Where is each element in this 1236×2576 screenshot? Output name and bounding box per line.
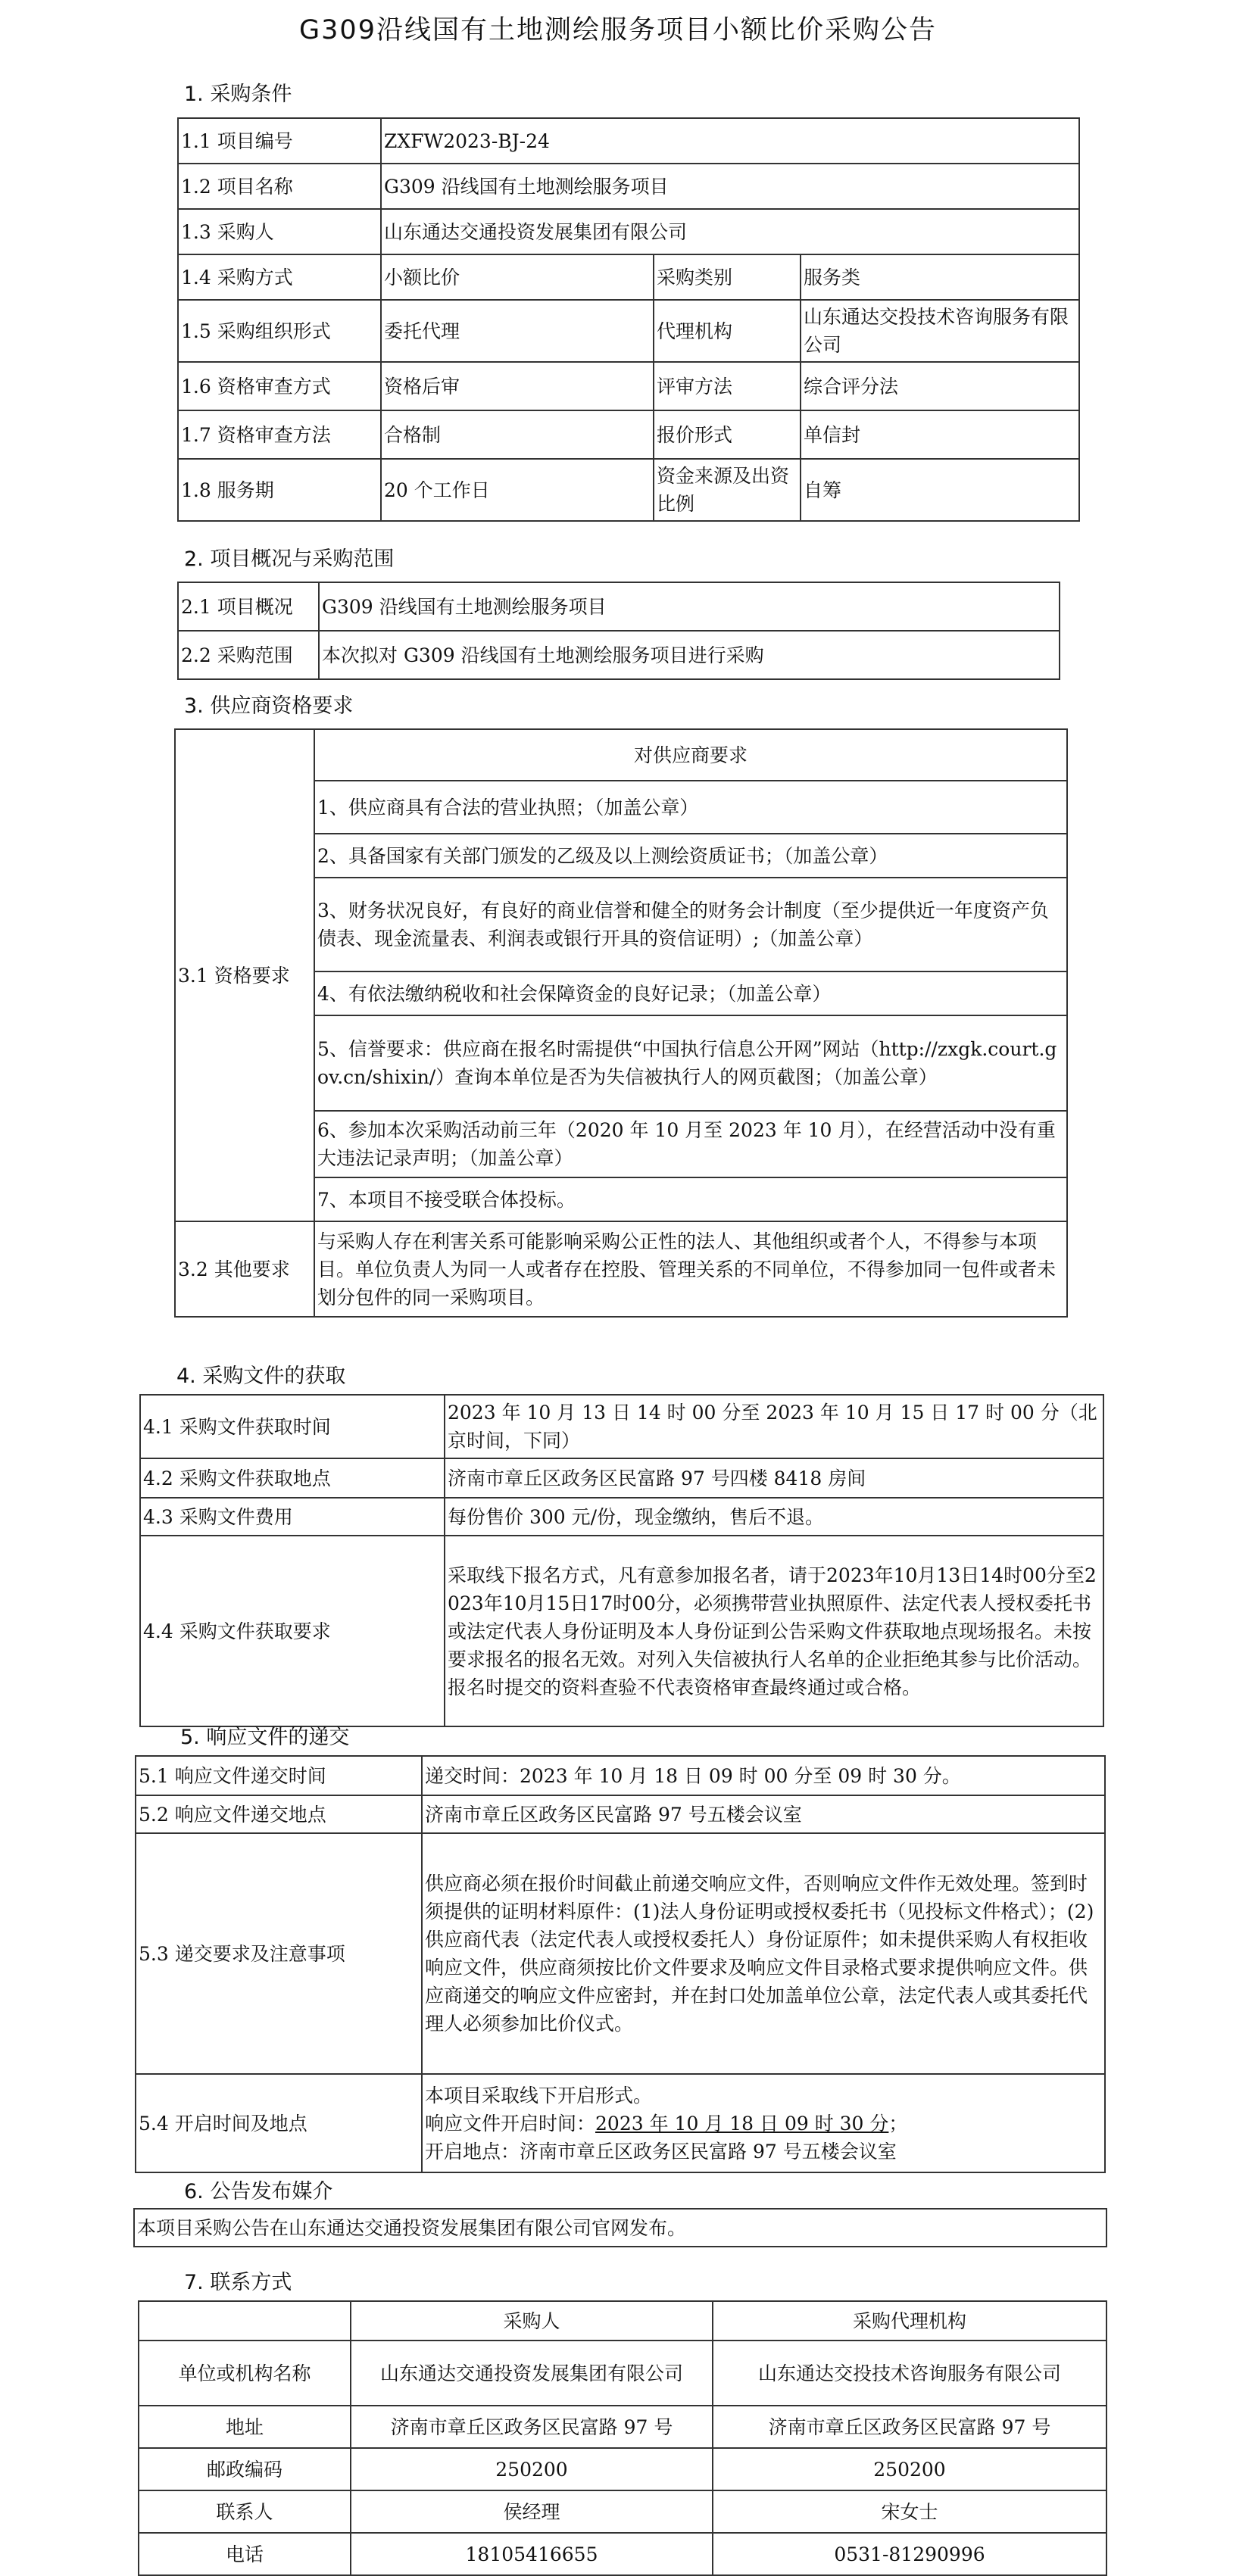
document-acquisition-table: [139, 1394, 1104, 1727]
requirement-item: 1、供应商具有合法的营业执照；（加盖公章）: [314, 781, 1067, 834]
row-label: 1.5 采购组织形式: [178, 300, 381, 362]
section-6-heading: 6. 公告发布媒介: [184, 2180, 333, 2203]
publication-media: 本项目采购公告在山东通达交通投资发展集团有限公司官网发布。: [134, 2209, 1106, 2247]
purchaser-name: 山东通达交通投资发展集团有限公司: [351, 2341, 713, 2406]
opening-place: 开启地点：济南市章丘区政务区民富路 97 号五楼会议室: [425, 2140, 897, 2163]
purchaser-postcode: 250200: [351, 2448, 713, 2490]
agency-column-header: 采购代理机构: [713, 2301, 1106, 2341]
row-label: 2.1 项目概况: [178, 582, 319, 631]
row-label: 采购类别: [654, 254, 801, 300]
section-5-heading: 5. 响应文件的递交: [180, 1726, 350, 1749]
requirement-item: 2、具备国家有关部门颁发的乙级及以上测绘资质证书；（加盖公章）: [314, 834, 1067, 878]
row-label: 代理机构: [654, 300, 801, 362]
row-label: 地址: [139, 2406, 351, 2448]
row-value: 合格制: [381, 410, 654, 459]
acquisition-place: 济南市章丘区政务区民富路 97 号四楼 8418 房间: [445, 1458, 1103, 1498]
opening-info: [422, 2074, 1105, 2172]
row-label: 1.3 采购人: [178, 209, 381, 254]
section-1-heading: 1. 采购条件: [184, 83, 292, 106]
publication-media-table: [133, 2208, 1107, 2247]
submission-place: 济南市章丘区政务区民富路 97 号五楼会议室: [422, 1795, 1105, 1833]
row-value: 20 个工作日: [381, 459, 654, 521]
requirement-item: 7、本项目不接受联合体投标。: [314, 1177, 1067, 1221]
row-label: 1.8 服务期: [178, 459, 381, 521]
opening-time-label: 响应文件开启时间：: [425, 2112, 596, 2135]
row-value: 自筹: [801, 459, 1079, 521]
requirement-item: 6、参加本次采购活动前三年（2020 年 10 月至 2023 年 10 月），在经营活动中没有重大违法记录声明；（加盖公章）: [314, 1111, 1067, 1177]
purchaser-column-header: 采购人: [351, 2301, 713, 2341]
row-value: 委托代理: [381, 300, 654, 362]
agency-postcode: 250200: [713, 2448, 1106, 2490]
agency-address: 济南市章丘区政务区民富路 97 号: [713, 2406, 1106, 2448]
row-label: 1.1 项目编号: [178, 118, 381, 164]
requirement-item: 4、有依法缴纳税收和社会保障资金的良好记录；（加盖公章）: [314, 971, 1067, 1015]
empty-header-cell: [139, 2301, 351, 2341]
row-value: 服务类: [801, 254, 1079, 300]
opening-time-end: ；: [888, 2112, 908, 2135]
requirement-item: 3、财务状况良好，有良好的商业信誉和健全的财务会计制度（至少提供近一年度资产负债表、现金流量表、利润表或银行开具的资信证明）;（加盖公章）: [314, 878, 1067, 971]
procurement-conditions-table: [177, 117, 1080, 522]
row-label: 1.2 项目名称: [178, 164, 381, 209]
document-fee: 每份售价 300 元/份，现金缴纳，售后不退。: [445, 1498, 1103, 1536]
row-label: 4.1 采购文件获取时间: [140, 1395, 445, 1458]
submission-time: 递交时间：2023 年 10 月 18 日 09 时 00 分至 09 时 30 分。: [422, 1756, 1105, 1795]
row-value: 单信封: [801, 410, 1079, 459]
row-label: 报价形式: [654, 410, 801, 459]
row-label: 4.4 采购文件获取要求: [140, 1536, 445, 1726]
row-label: 4.2 采购文件获取地点: [140, 1458, 445, 1498]
row-label: 5.4 开启时间及地点: [136, 2074, 422, 2172]
agency-name: 山东通达交投技术咨询服务有限公司: [713, 2341, 1106, 2406]
row-label: 1.6 资格审查方式: [178, 362, 381, 410]
procurement-scope: 本次拟对 G309 沿线国有土地测绘服务项目进行采购: [319, 631, 1060, 679]
acquisition-time: 2023 年 10 月 13 日 14 时 00 分至 2023 年 10 月 15 日 17 时 00 分（北京时间，下同）: [445, 1395, 1103, 1458]
row-label: 2.2 采购范围: [178, 631, 319, 679]
row-label: 5.3 递交要求及注意事项: [136, 1833, 422, 2074]
row-label: 5.2 响应文件递交地点: [136, 1795, 422, 1833]
submission-requirements: 供应商必须在报价时间截止前递交响应文件，否则响应文件作无效处理。签到时须提供的证明材料原件：(1)法人身份证明或授权委托书（见投标文件格式）；(2)供应商代表（法定代表人或授权委托人）身份证原件；如未提供采购人有权拒收响应文件，供应商须按比价文件要求及响应文件目录格式要求提供响应文件。供应商递交的响应文件应密封，并在封口处加盖单位公章，法定代表人或其委托代理人必须参加比价仪式。: [422, 1833, 1105, 2074]
agency-phone: 0531-81290996: [713, 2533, 1106, 2575]
row-label: 5.1 响应文件递交时间: [136, 1756, 422, 1795]
qualification-label: 3.1 资格要求: [175, 729, 314, 1221]
row-label: 邮政编码: [139, 2448, 351, 2490]
contact-table: [138, 2300, 1107, 2576]
row-label: 电话: [139, 2533, 351, 2575]
row-value: 山东通达交投技术咨询服务有限公司: [801, 300, 1079, 362]
requirements-header: 对供应商要求: [314, 729, 1067, 781]
row-value: 综合评分法: [801, 362, 1079, 410]
agency-contact: 宋女士: [713, 2490, 1106, 2533]
page-title: G309沿线国有土地测绘服务项目小额比价采购公告: [299, 15, 937, 45]
purchaser-phone: 18105416655: [351, 2533, 713, 2575]
row-label: 评审方法: [654, 362, 801, 410]
other-requirements-text: 与采购人存在利害关系可能影响采购公正性的法人、其他组织或者个人，不得参与本项目。单位负责人为同一人或者存在控股、管理关系的不同单位，不得参加同一包件或者未划分包件的同一采购项目。: [314, 1221, 1067, 1317]
purchaser-contact: 侯经理: [351, 2490, 713, 2533]
section-3-heading: 3. 供应商资格要求: [184, 694, 354, 718]
project-overview-table: [177, 582, 1060, 680]
section-2-heading: 2. 项目概况与采购范围: [184, 547, 395, 571]
row-value: 资格后审: [381, 362, 654, 410]
opening-time: 2023 年 10 月 18 日 09 时 30 分: [595, 2112, 889, 2135]
response-submission-table: [135, 1755, 1106, 2173]
purchaser: 山东通达交通投资发展集团有限公司: [381, 209, 1079, 254]
project-name: G309 沿线国有土地测绘服务项目: [381, 164, 1079, 209]
project-number: ZXFW2023-BJ-24: [381, 118, 1079, 164]
section-7-heading: 7. 联系方式: [184, 2271, 292, 2294]
purchaser-address: 济南市章丘区政务区民富路 97 号: [351, 2406, 713, 2448]
row-label: 1.4 采购方式: [178, 254, 381, 300]
opening-format: 本项目采取线下开启形式。: [425, 2084, 653, 2107]
row-label: 联系人: [139, 2490, 351, 2533]
project-overview: G309 沿线国有土地测绘服务项目: [319, 582, 1060, 631]
acquisition-requirements: 采取线下报名方式，凡有意参加报名者，请于2023年10月13日14时00分至2023年10月15日17时00分，必须携带营业执照原件、法定代表人授权委托书或法定代表人身份证明及本人身份证到公告采购文件获取地点现场报名。未按要求报名的报名无效。对列入失信被执行人名单的企业拒绝其参与比价活动。报名时提交的资料查验不代表资格审查最终通过或合格。: [445, 1536, 1103, 1726]
row-value: 小额比价: [381, 254, 654, 300]
supplier-qualification-table: [174, 728, 1068, 1318]
requirement-item: 5、信誉要求：供应商在报名时需提供“中国执行信息公开网”网站（http://zxgk.court.gov.cn/shixin/）查询本单位是否为失信被执行人的网页截图；（加盖公章）: [314, 1015, 1067, 1111]
opening-time-line: [425, 2110, 1102, 2138]
row-label: 1.7 资格审查方法: [178, 410, 381, 459]
section-4-heading: 4. 采购文件的获取: [176, 1364, 346, 1388]
row-label: 单位或机构名称: [139, 2341, 351, 2406]
row-label: 资金来源及出资比例: [654, 459, 801, 521]
other-requirements-label: 3.2 其他要求: [175, 1221, 314, 1317]
row-label: 4.3 采购文件费用: [140, 1498, 445, 1536]
